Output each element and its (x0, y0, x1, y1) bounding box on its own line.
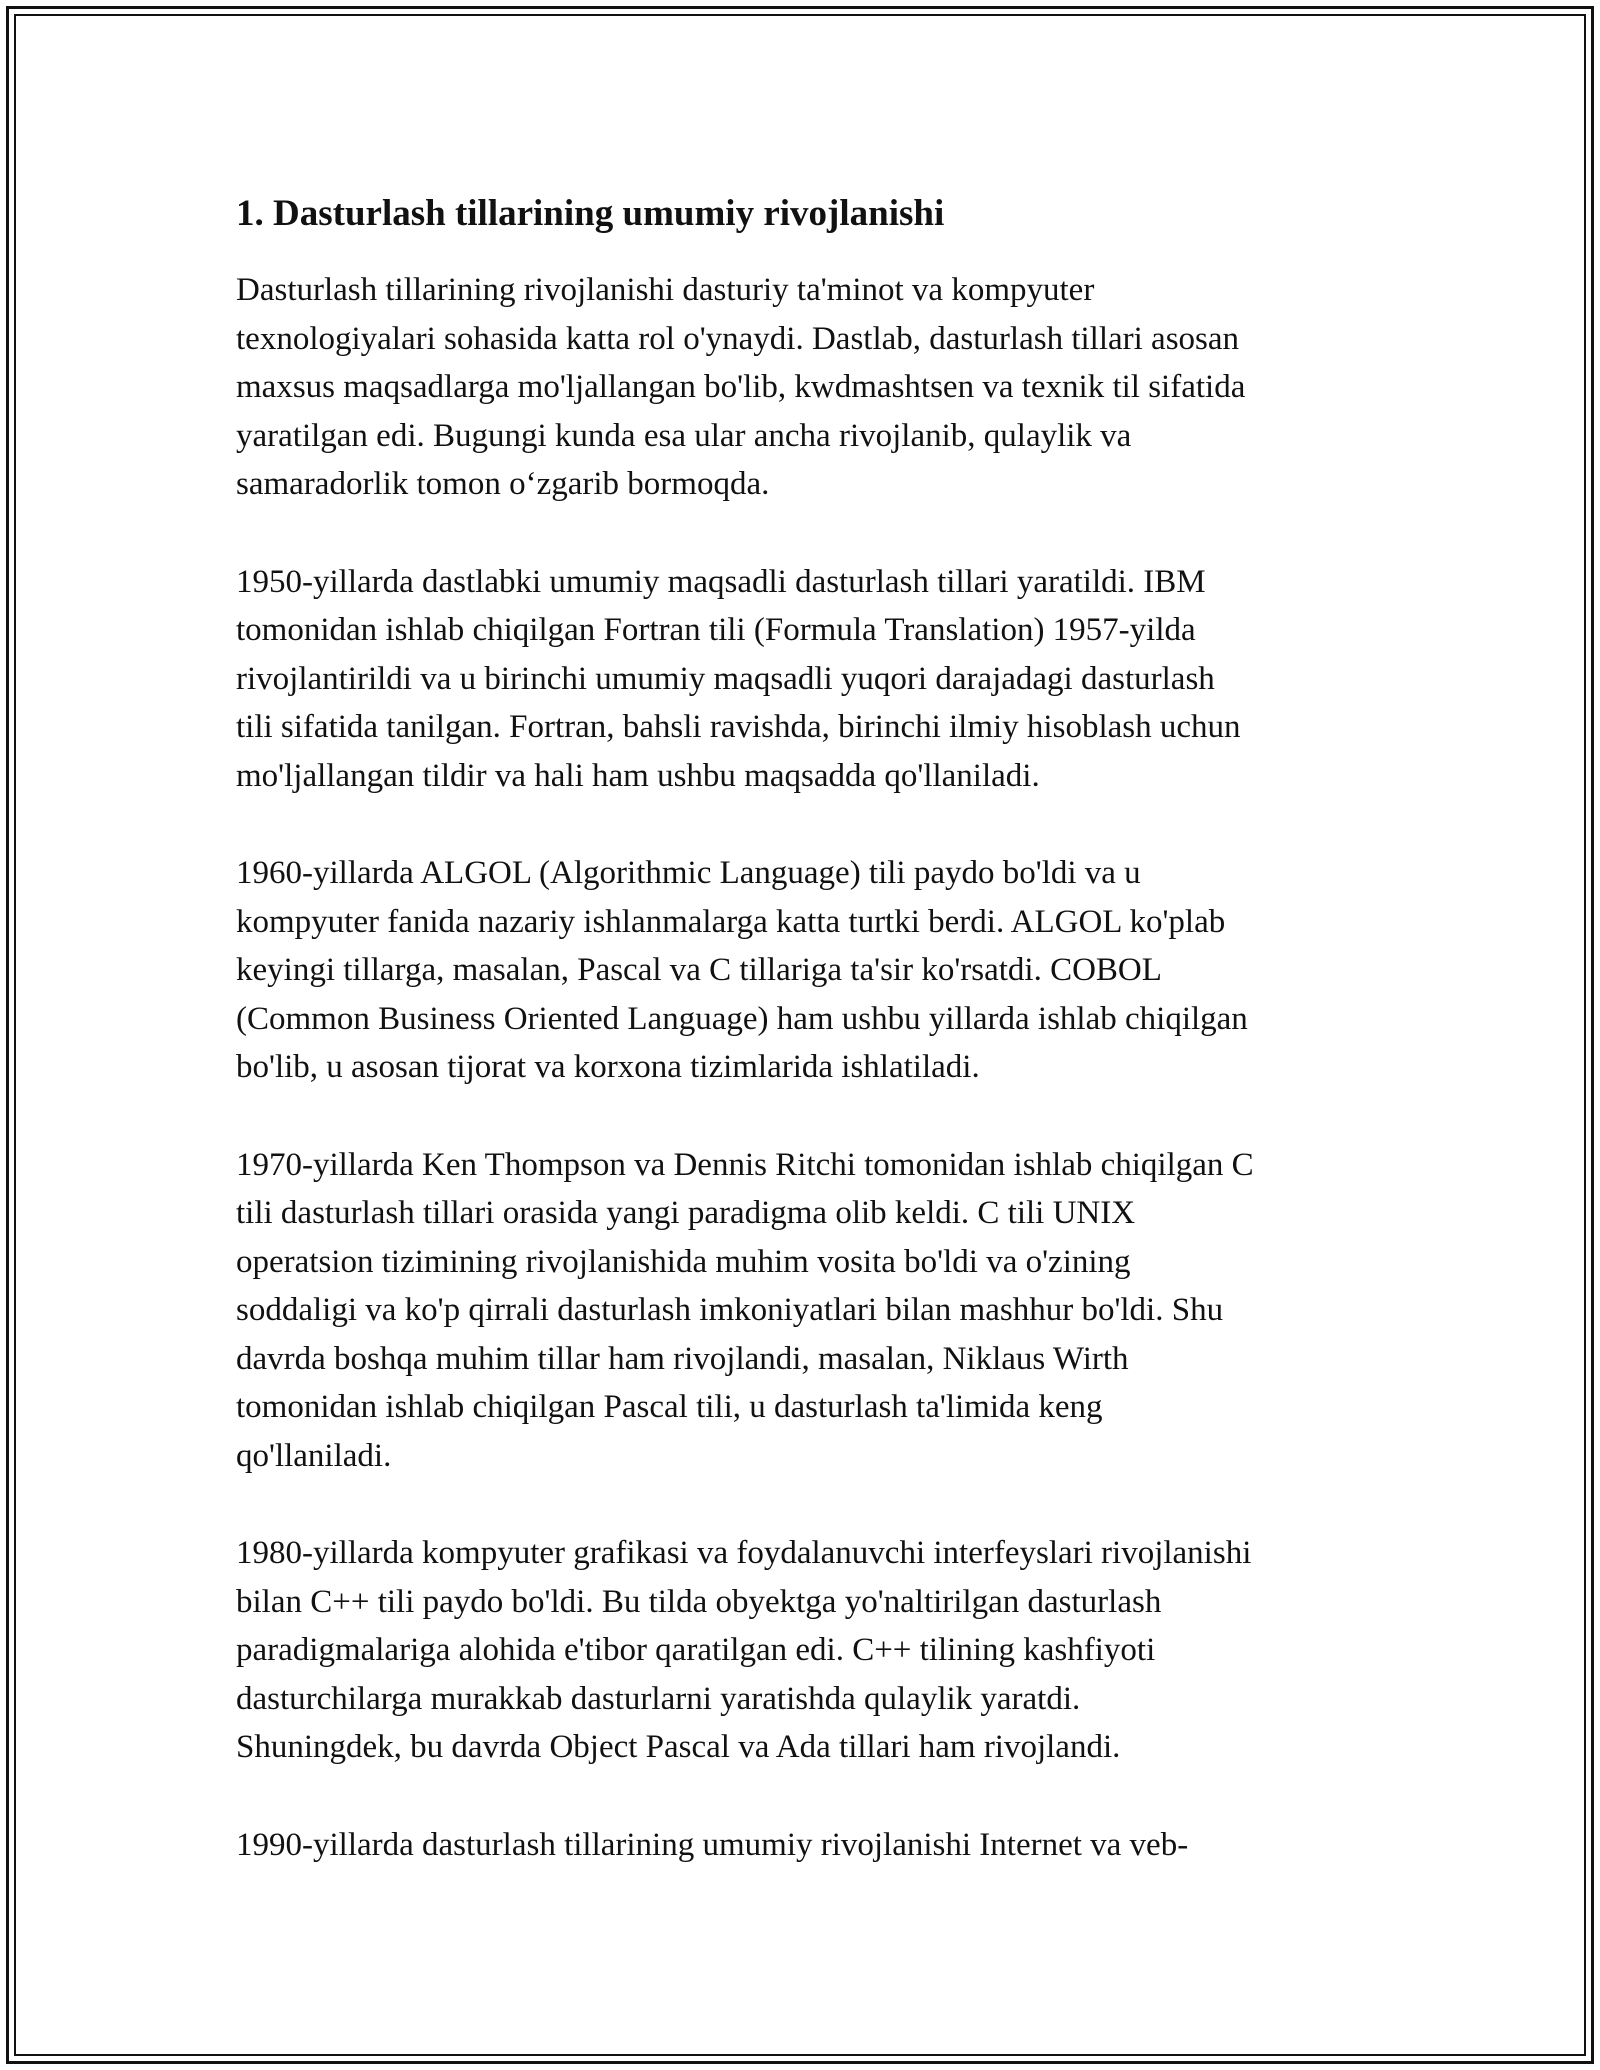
paragraph-line: tili dasturlash tillari orasida yangi paradigma olib keldi. C tili UNIX (236, 1195, 1136, 1231)
paragraph (236, 849, 1386, 1092)
paragraph-line: operatsion tizimining rivojlanishida muhim vosita bo'ldi va o'zining (236, 1243, 1131, 1280)
paragraph-line: paradigmalariga alohida e'tibor qaratilgan edi. C++ tilining kashfiyoti (236, 1632, 1156, 1668)
paragraph (236, 266, 1386, 509)
paragraph-line: soddaligi va ko'p qirrali dasturlash imkoniyatlari bilan mashhur bo'ldi. Shu (236, 1292, 1224, 1328)
paragraph (236, 1141, 1386, 1481)
paragraph (236, 1529, 1386, 1772)
paragraph-line: rivojlantirildi va u birinchi umumiy maqsadli yuqori darajadagi dasturlash (236, 660, 1215, 697)
paragraph-line: 1980-yillarda kompyuter grafikasi va foydalanuvchi interfeyslari rivojlanishi (236, 1535, 1252, 1571)
paragraph-line: 1960-yillarda ALGOL (Algorithmic Language) tili paydo bo'ldi va u (236, 855, 1141, 891)
paragraph-line: tomonidan ishlab chiqilgan Pascal tili, u dasturlash ta'limida keng (236, 1389, 1103, 1425)
paragraph-line: keyingi tillarga, masalan, Pascal va C tillariga ta'sir ko'rsatdi. COBOL (236, 952, 1162, 988)
paragraph-line: 1950-yillarda dastlabki umumiy maqsadli dasturlash tillari yaratildi. IBM (236, 563, 1206, 600)
paragraph-list (236, 266, 1386, 1869)
paragraph (236, 1821, 1386, 1870)
paragraph (236, 558, 1386, 801)
section-heading: 1. Dasturlash tillarining umumiy rivojlanishi (236, 193, 945, 234)
paragraph-line: 1990-yillarda dasturlash tillarining umumiy rivojlanishi Internet va veb- (236, 1826, 1189, 1863)
paragraph-line: kompyuter fanida nazariy ishlanmalarga katta turtki berdi. ALGOL ko'plab (236, 903, 1226, 940)
paragraph-line: maxsus maqsadlarga mo'ljallangan bo'lib, kwdmashtsen va texnik til sifatida (236, 369, 1246, 405)
paragraph-line: (Common Business Oriented Language) ham ushbu yillarda ishlab chiqilgan (236, 1000, 1248, 1037)
paragraph-line: bilan C++ tili paydo bo'ldi. Bu tilda obyektga yo'naltirilgan dasturlash (236, 1583, 1162, 1620)
paragraph-line: samaradorlik tomon o‘zgarib bormoqda. (236, 466, 770, 502)
paragraph-line: 1970-yillarda Ken Thompson va Dennis Ritchi tomonidan ishlab chiqilgan C (236, 1146, 1254, 1183)
document-body (236, 188, 1386, 1918)
paragraph-line: yaratilgan edi. Bugungi kunda esa ular ancha rivojlanib, qulaylik va (236, 417, 1132, 454)
paragraph-line: tili sifatida tanilgan. Fortran, bahsli ravishda, birinchi ilmiy hisoblash uchun (236, 709, 1241, 745)
paragraph-line: qo'llaniladi. (236, 1437, 392, 1474)
paragraph-line: Dasturlash tillarining rivojlanishi dasturiy ta'minot va kompyuter (236, 272, 1095, 308)
paragraph-line: mo'ljallangan tildir va hali ham ushbu maqsadda qo'llaniladi. (236, 757, 1040, 794)
paragraph-line: dasturchilarga murakkab dasturlarni yaratishda qulaylik yaratdi. (236, 1680, 1081, 1717)
paragraph-line: bo'lib, u asosan tijorat va korxona tizimlarida ishlatiladi. (236, 1049, 980, 1085)
paragraph-line: tomonidan ishlab chiqilgan Fortran tili (Formula Translation) 1957-yilda (236, 612, 1196, 648)
paragraph-line: davrda boshqa muhim tillar ham rivojlandi, masalan, Niklaus Wirth (236, 1340, 1129, 1377)
paragraph-line: Shuningdek, bu davrda Object Pascal va Ada tillari ham rivojlandi. (236, 1729, 1121, 1765)
paragraph-line: texnologiyalari sohasida katta rol o'ynaydi. Dastlab, dasturlash tillari asosan (236, 320, 1240, 357)
